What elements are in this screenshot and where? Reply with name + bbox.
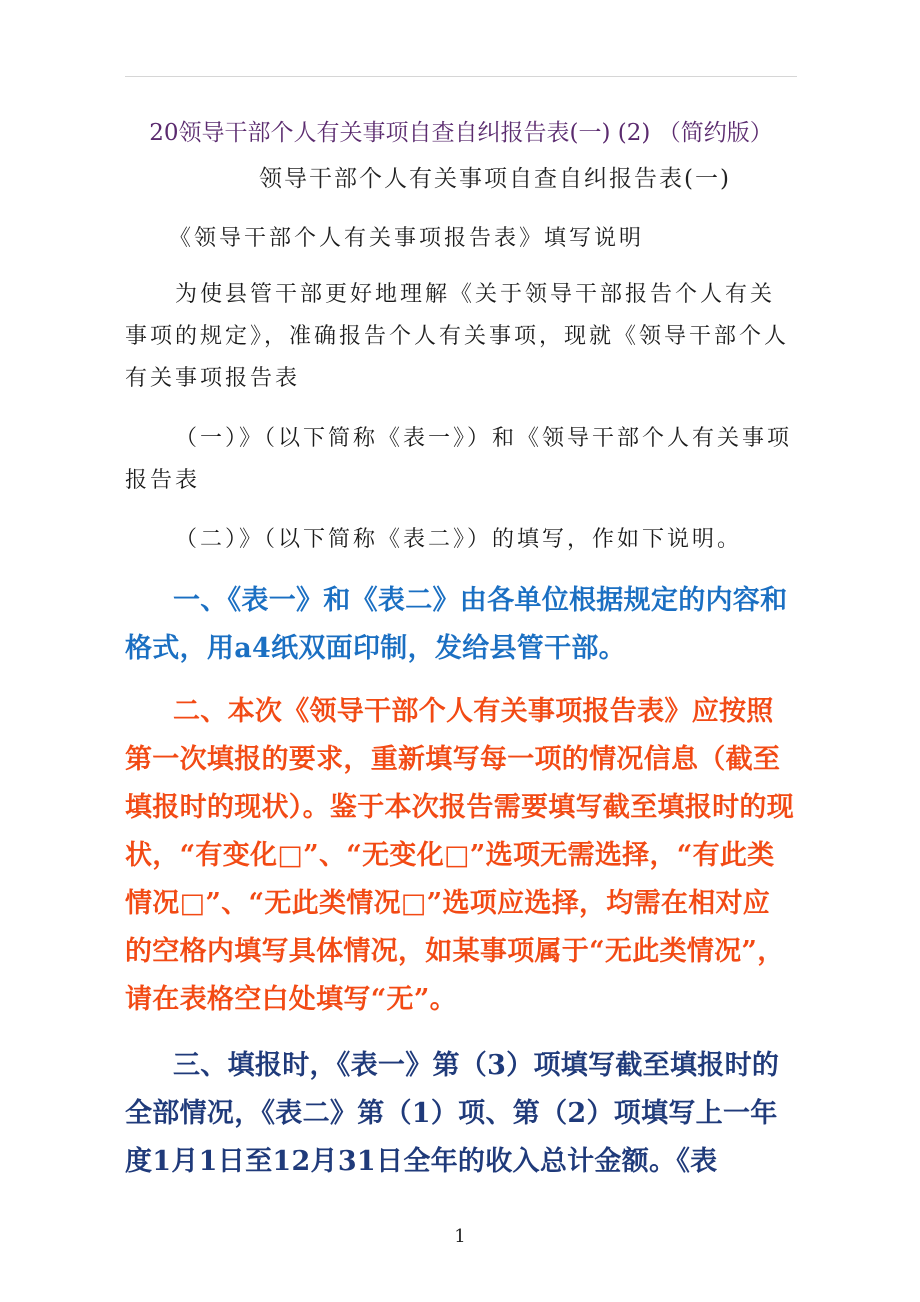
header-rule (125, 76, 797, 77)
document-title: 20领导干部个人有关事项自查自纠报告表(一) (2) （简约版） (149, 120, 773, 146)
page-number: 1 (454, 1226, 466, 1247)
item-one-paragraph: 一、《表一》和《表二》由各单位根据规定的内容和格式，用a4纸双面印制，发给县管干部。 (125, 585, 788, 664)
intro-paragraph: 为使县管干部更好地理解《关于领导干部报告个人有关事项的规定》，准确报告个人有关事项，现就《领导干部个人有关事项报告表 (125, 282, 790, 391)
item-three-paragraph: 三、填报时，《表一》第（3）项填写截至填报时的全部情况，《表二》第（1）项、第（2）项填写上一年度1月1日至12月31日全年的收入总计金额。《表 (125, 1050, 780, 1177)
table-one-paragraph: （一）》（以下简称《表一》）和《领导干部个人有关事项报告表 (125, 426, 793, 493)
section-heading: 《领导干部个人有关事项报告表》填写说明 (169, 226, 645, 251)
document-subtitle: 领导干部个人有关事项自查自纠报告表(一) (259, 166, 731, 192)
table-two-paragraph: （二）》（以下简称《表二》）的填写，作如下说明。 (175, 527, 743, 552)
item-two-paragraph: 二、本次《领导干部个人有关事项报告表》应按照第一次填报的要求，重新填写每一项的情况信息（截至填报时的现状）。鉴于本次报告需要填写截至填报时的现状，“有变化□”、“无变化□”选项无需选择，“有此类情况□”、“无此类情况□”选项应选择，均需在相对应的空格内填写具体情况，如某事项属于“无此类情况”，请在表格空白处填写“无”。 (125, 696, 794, 1015)
